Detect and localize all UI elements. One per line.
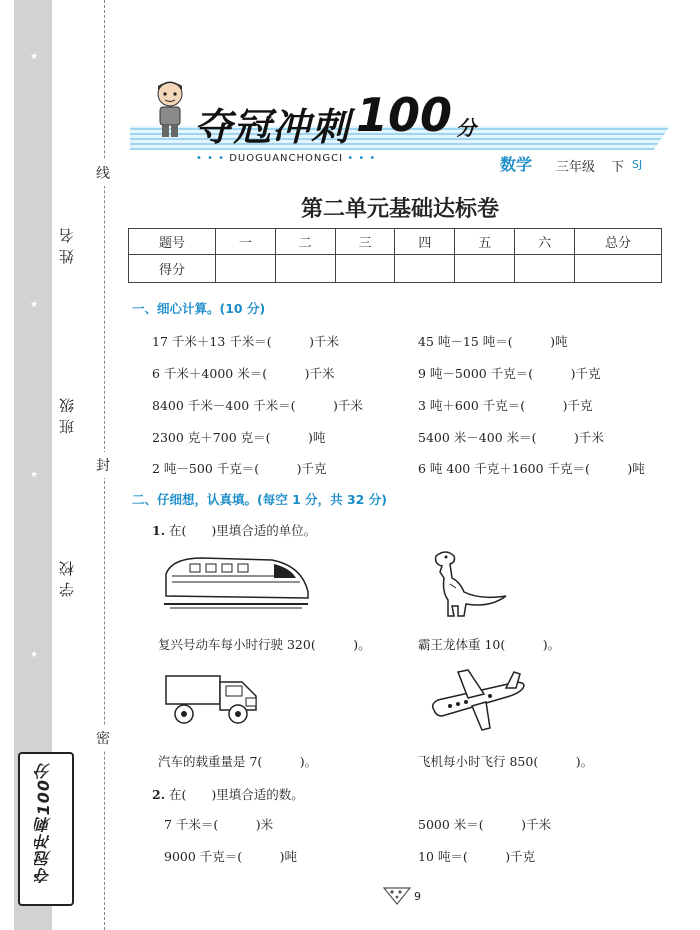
name-label: 姓名 — [58, 222, 76, 264]
pizza-slice-icon — [382, 884, 412, 910]
star-icon: ★ — [30, 470, 39, 480]
brand-unit: 分 — [456, 116, 476, 140]
calc-item: 8400 千米－400 千米＝( )千米 — [152, 398, 363, 413]
score-blank[interactable] — [455, 255, 515, 283]
term-label: 下 — [611, 160, 625, 175]
score-blank[interactable] — [395, 255, 455, 283]
calc-item: 3 吨＋600 千克＝( )千克 — [418, 398, 593, 413]
q1-item-truck: 汽车的载重量是 7( )。 — [158, 754, 318, 769]
table-cell: 三 — [335, 229, 395, 255]
q1-item-dinosaur: 霸王龙体重 10( )。 — [418, 637, 561, 652]
brand-number: 100 — [356, 88, 453, 142]
star-icon: ★ — [30, 650, 39, 660]
binding-char-tight: 密 — [96, 725, 110, 751]
calc-item: 5400 米－400 米＝( )千米 — [418, 430, 604, 445]
grade-label: 三年级 — [556, 160, 596, 175]
section2-heading: 二、仔细想，认真填。(每空 1 分，共 32 分) — [132, 492, 387, 507]
binding-char-line: 线 — [96, 160, 110, 186]
page-number: 9 — [414, 890, 421, 903]
brand-title: 夺冠冲刺 — [194, 105, 351, 149]
q1-item-train: 复兴号动车每小时行驶 320( )。 — [158, 637, 371, 652]
calc-item: 9 吨－5000 千克＝( )千克 — [418, 366, 601, 381]
table-cell: 题号 — [129, 229, 216, 255]
q2-item: 5000 米＝( )千米 — [418, 817, 552, 832]
score-blank[interactable] — [275, 255, 335, 283]
score-table-score-row — [129, 255, 662, 283]
q1-text: 在( )里填合适的单位。 — [169, 523, 317, 538]
q1-item-airplane: 飞机每小时飞行 850( )。 — [418, 754, 594, 769]
binding-char-seal: 封 — [96, 452, 110, 478]
calc-item: 6 千米＋4000 米＝( )千米 — [152, 366, 335, 381]
table-cell: 五 — [455, 229, 515, 255]
q2-prompt — [152, 785, 304, 803]
score-blank[interactable] — [216, 255, 276, 283]
calc-item: 17 千米＋13 千米＝( )千米 — [152, 334, 340, 349]
calc-item: 2 吨－500 千克＝( )千克 — [152, 461, 327, 476]
sidebar-logo — [18, 752, 74, 906]
dinosaur-icon — [430, 548, 510, 624]
q1-number: 1. — [152, 523, 166, 538]
table-cell: 得分 — [129, 255, 216, 283]
high-speed-train-icon — [162, 552, 310, 616]
score-blank[interactable] — [515, 255, 575, 283]
q2-item: 10 吨＝( )千克 — [418, 849, 536, 864]
calc-item: 2300 克＋700 克＝( )吨 — [152, 430, 326, 445]
table-cell: 二 — [275, 229, 335, 255]
table-cell: 一 — [216, 229, 276, 255]
airplane-icon — [428, 666, 528, 738]
q2-number: 2. — [152, 787, 166, 802]
section1-heading: 一、细心计算。(10 分) — [132, 301, 266, 316]
calc-item: 6 吨 400 千克＋1600 千克＝( )吨 — [418, 461, 645, 476]
mascot-boy-icon — [150, 78, 190, 140]
q1-prompt — [152, 521, 316, 539]
score-blank[interactable] — [335, 255, 395, 283]
score-table — [128, 228, 662, 283]
class-label: 班级 — [58, 392, 76, 434]
star-icon: ★ — [30, 52, 39, 62]
brand-pinyin: • • • DUOGUANCHONGCI • • • — [196, 153, 377, 164]
calc-item: 45 吨－15 吨＝( )吨 — [418, 334, 568, 349]
q2-item: 9000 千克＝( )吨 — [164, 849, 298, 864]
q2-text: 在( )里填合适的数。 — [169, 787, 304, 802]
table-cell: 四 — [395, 229, 455, 255]
table-cell: 总分 — [575, 229, 662, 255]
truck-icon — [164, 666, 262, 732]
score-table-header-row — [129, 229, 662, 255]
sidebar-logo-text: 夺冠冲刺100分 — [34, 762, 53, 884]
score-blank[interactable] — [575, 255, 662, 283]
subject-label: 数学 — [500, 155, 533, 174]
table-cell: 六 — [515, 229, 575, 255]
q2-item: 7 千米＝( )米 — [164, 817, 274, 832]
school-label: 学校 — [58, 555, 76, 597]
edition-label: SJ — [632, 158, 643, 171]
page-title: 第二单元基础达标卷 — [300, 196, 499, 222]
star-icon: ★ — [30, 300, 39, 310]
